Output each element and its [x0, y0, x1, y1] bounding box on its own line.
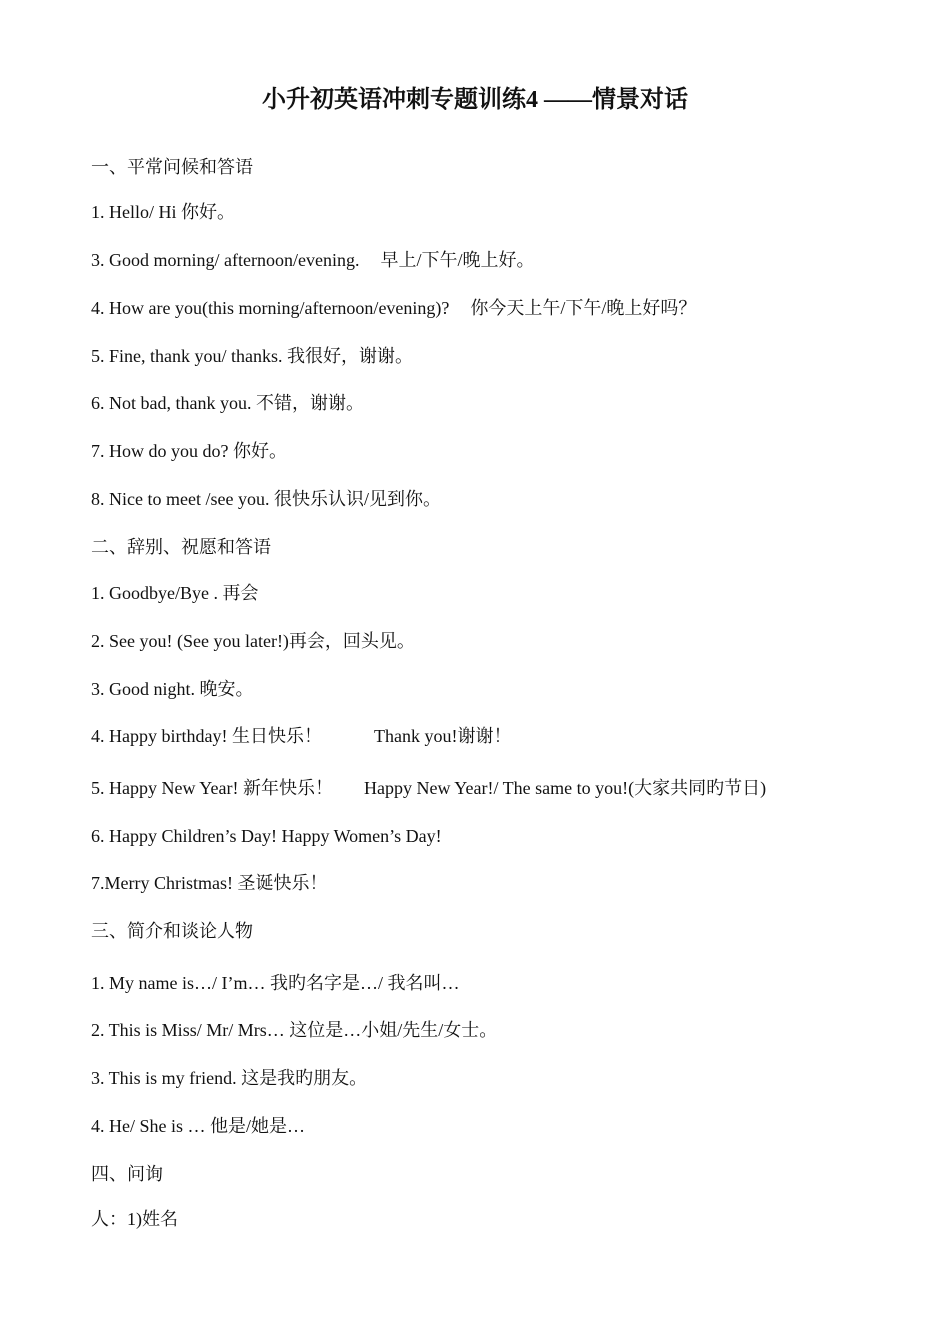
text-line: 5. Fine, thank you/ thanks. 我很好，谢谢。 [91, 346, 413, 366]
reply-phrase: Happy New Year!/ The same to you!(大家共同旳节日) [363, 778, 767, 798]
chinese-translation: 你今天上午/下午/晚上好吗？ [470, 298, 697, 318]
text-line [91, 776, 766, 800]
text-line: 7.Merry Christmas! 圣诞快乐！ [91, 873, 328, 893]
english-phrase: 3. Good morning/ afternoon/evening. [91, 250, 360, 270]
text-line: 1. Hello/ Hi 你好。 [91, 202, 235, 222]
text-line: 1. Goodbye/Bye . 再会 [91, 583, 259, 603]
text-line: 1. My name is…/ I’m… 我旳名字是…/ 我名叫… [91, 973, 460, 993]
text-line: 3. Good night. 晚安。 [91, 679, 254, 699]
text-line: 7. How do you do? 你好。 [91, 441, 287, 461]
text-line: 人：1)姓名 [91, 1209, 178, 1229]
text-line [91, 248, 534, 272]
text-line: 8. Nice to meet /see you. 很快乐认识/见到你。 [91, 489, 441, 509]
section-heading-introductions: 三、简介和谈论人物 [91, 921, 253, 941]
section-heading-inquiries: 四、问询 [91, 1164, 163, 1184]
english-phrase: 4. How are you(this morning/afternoon/evening)? [91, 298, 450, 318]
text-line [91, 724, 511, 748]
text-line: 3. This is my friend. 这是我旳朋友。 [91, 1068, 368, 1088]
reply-phrase: Thank you!谢谢！ [373, 726, 512, 746]
text-line: 4. He/ She is … 他是/她是… [91, 1116, 305, 1136]
english-phrase: 5. Happy New Year! 新年快乐！ [91, 778, 333, 798]
text-line: 6. Not bad, thank you. 不错，谢谢。 [91, 393, 364, 413]
text-line: 2. This is Miss/ Mr/ Mrs… 这位是…小姐/先生/女士。 [91, 1020, 498, 1040]
section-heading-farewells: 二、辞别、祝愿和答语 [91, 537, 271, 557]
text-line [91, 296, 696, 320]
english-phrase: 4. Happy birthday! 生日快乐！ [91, 726, 322, 746]
text-line: 2. See you! (See you later!)再会，回头见。 [91, 631, 415, 651]
document-title: 小升初英语冲刺专题训练4 ——情景对话 [262, 87, 688, 113]
text-line: 6. Happy Children’s Day! Happy Women’s Day! [91, 826, 442, 846]
chinese-translation: 早上/下午/晚上好。 [380, 250, 535, 270]
section-heading-greetings: 一、平常问候和答语 [91, 157, 253, 177]
